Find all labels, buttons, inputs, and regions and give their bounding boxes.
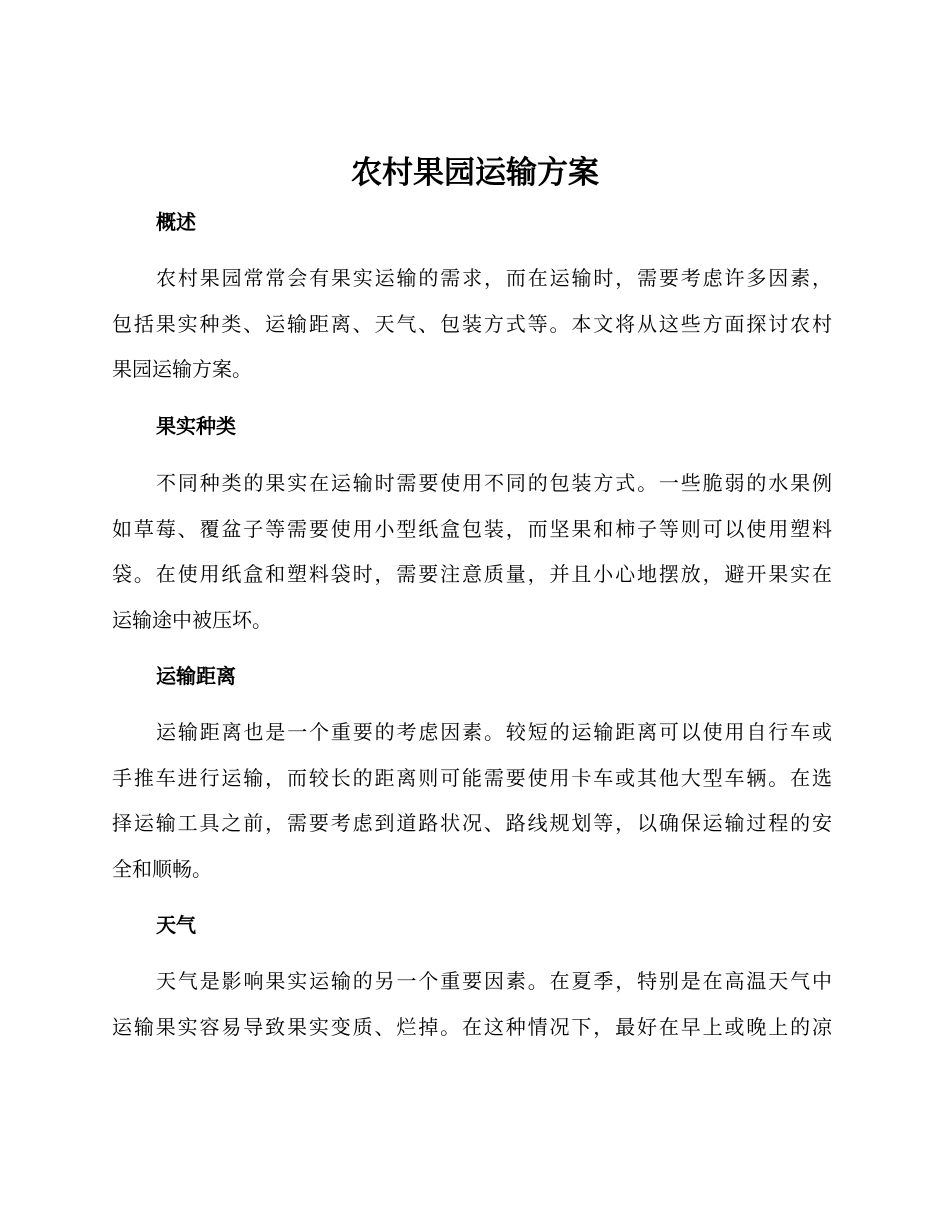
paragraph-line: 运输途中被压坏。 bbox=[112, 607, 272, 632]
paragraph-line: 不同种类的果实在运输时需要使用不同的包装方式。一些脆弱的水果例 bbox=[156, 471, 832, 495]
section-paragraph-fruit-types bbox=[112, 461, 832, 643]
paragraph-line: 果园运输方案。 bbox=[112, 357, 252, 381]
section-heading-fruit-types: 果实种类 bbox=[156, 414, 236, 438]
section-paragraph-overview bbox=[112, 256, 832, 393]
paragraph-line: 择运输工具之前，需要考虑到道路状况、路线规划等，以确保运输过程的安 bbox=[112, 811, 832, 835]
paragraph-line: 袋。在使用纸盒和塑料袋时，需要注意质量，并且小心地摆放，避开果实在 bbox=[112, 562, 832, 586]
paragraph-line: 农村果园常常会有果实运输的需求，而在运输时，需要考虑许多因素， bbox=[156, 266, 832, 290]
paragraph-line: 手推车进行运输，而较长的距离则可能需要使用卡车或其他大型车辆。在选 bbox=[112, 765, 832, 790]
section-paragraph-weather bbox=[112, 959, 832, 1050]
section-heading-distance: 运输距离 bbox=[156, 664, 236, 688]
section-heading-weather: 天气 bbox=[156, 913, 196, 937]
section-paragraph-distance bbox=[112, 710, 832, 892]
document-title: 农村果园运输方案 bbox=[351, 155, 599, 191]
paragraph-line: 天气是影响果实运输的另一个重要因素。在夏季，特别是在高温天气中 bbox=[156, 969, 832, 993]
paragraph-line: 全和顺畅。 bbox=[112, 856, 212, 881]
paragraph-line: 如草莓、覆盆子等需要使用小型纸盒包装，而坚果和柿子等则可以使用塑料 bbox=[112, 516, 832, 541]
section-heading-overview: 概述 bbox=[156, 210, 196, 234]
paragraph-line: 运输距离也是一个重要的考虑因素。较短的运输距离可以使用自行车或 bbox=[156, 720, 832, 744]
paragraph-line: 运输果实容易导致果实变质、烂掉。在这种情况下，最好在早上或晚上的凉 bbox=[112, 1014, 832, 1039]
paragraph-line: 包括果实种类、运输距离、天气、包装方式等。本文将从这些方面探讨农村 bbox=[112, 311, 832, 336]
